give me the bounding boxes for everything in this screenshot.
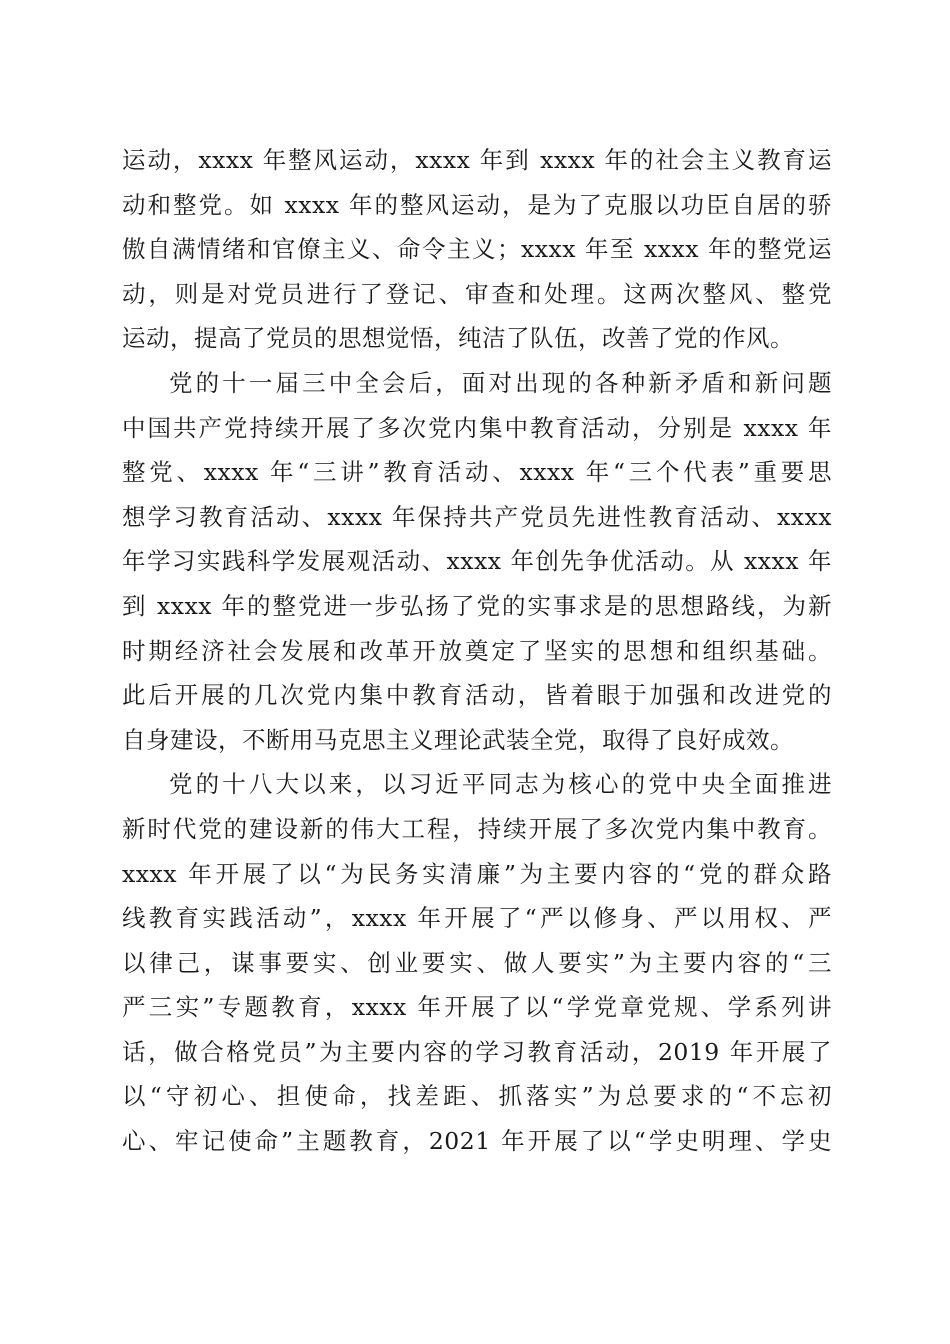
text-line: 新时代党的建设新的伟大工程，持续开展了多次党内集中教育。: [122, 814, 832, 843]
text-line: 傲自满情绪和官僚主义、命令主义；xxxx 年至 xxxx 年的整党运: [122, 235, 832, 264]
text-line: xxxx 年开展了以“为民务实清廉”为主要内容的“党的群众路: [122, 859, 832, 888]
text-line: 时期经济社会发展和改革开放奠定了坚实的思想和组织基础。: [122, 636, 832, 665]
text-line: 党的十一届三中全会后，面对出现的各种新矛盾和新问题: [169, 368, 832, 397]
text-line: 线教育实践活动”，xxxx 年开展了“严以修身、严以用权、严: [122, 904, 832, 933]
text-line: 运动，提高了党员的思想觉悟，纯洁了队伍，改善了党的作风。: [122, 324, 794, 353]
text-line: 想学习教育活动、xxxx 年保持共产党员先进性教育活动、xxxx: [122, 502, 832, 531]
text-line: 动，则是对党员进行了登记、审查和处理。这两次整风、整党: [122, 279, 832, 308]
text-line: 话，做合格党员”为主要内容的学习教育活动，2019 年开展了: [122, 1037, 832, 1066]
text-line: 以律己，谋事要实、创业要实、做人要实”为主要内容的“三: [122, 948, 832, 977]
text-line: 动和整党。如 xxxx 年的整风运动，是为了克服以功臣自居的骄: [122, 190, 832, 219]
text-line: 到 xxxx 年的整党进一步弘扬了党的实事求是的思想路线，为新: [122, 591, 832, 620]
text-line: 以“守初心、担使命，找差距、抓落实”为总要求的“不忘初: [122, 1082, 832, 1111]
text-line: 整党、xxxx 年“三讲”教育活动、xxxx 年“三个代表”重要思: [122, 458, 832, 487]
text-line: 此后开展的几次党内集中教育活动，皆着眼于加强和改进党的: [122, 681, 832, 710]
text-line: 心、牢记使命”主题教育，2021 年开展了以“学史明理、学史: [122, 1127, 832, 1156]
body-text: [122, 138, 832, 1164]
text-line: 自身建设，不断用马克思主义理论武装全党，取得了良好成效。: [122, 725, 794, 754]
text-line: 党的十八大以来，以习近平同志为核心的党中央全面推进: [169, 770, 832, 799]
text-line: 严三实”专题教育，xxxx 年开展了以“学党章党规、学系列讲: [122, 993, 832, 1022]
text-line: 年学习实践科学发展观活动、xxxx 年创先争优活动。从 xxxx 年: [122, 547, 832, 576]
text-line: 运动，xxxx 年整风运动，xxxx 年到 xxxx 年的社会主义教育运: [122, 146, 832, 174]
text-line: 中国共产党持续开展了多次党内集中教育活动，分别是 xxxx 年: [122, 413, 832, 442]
